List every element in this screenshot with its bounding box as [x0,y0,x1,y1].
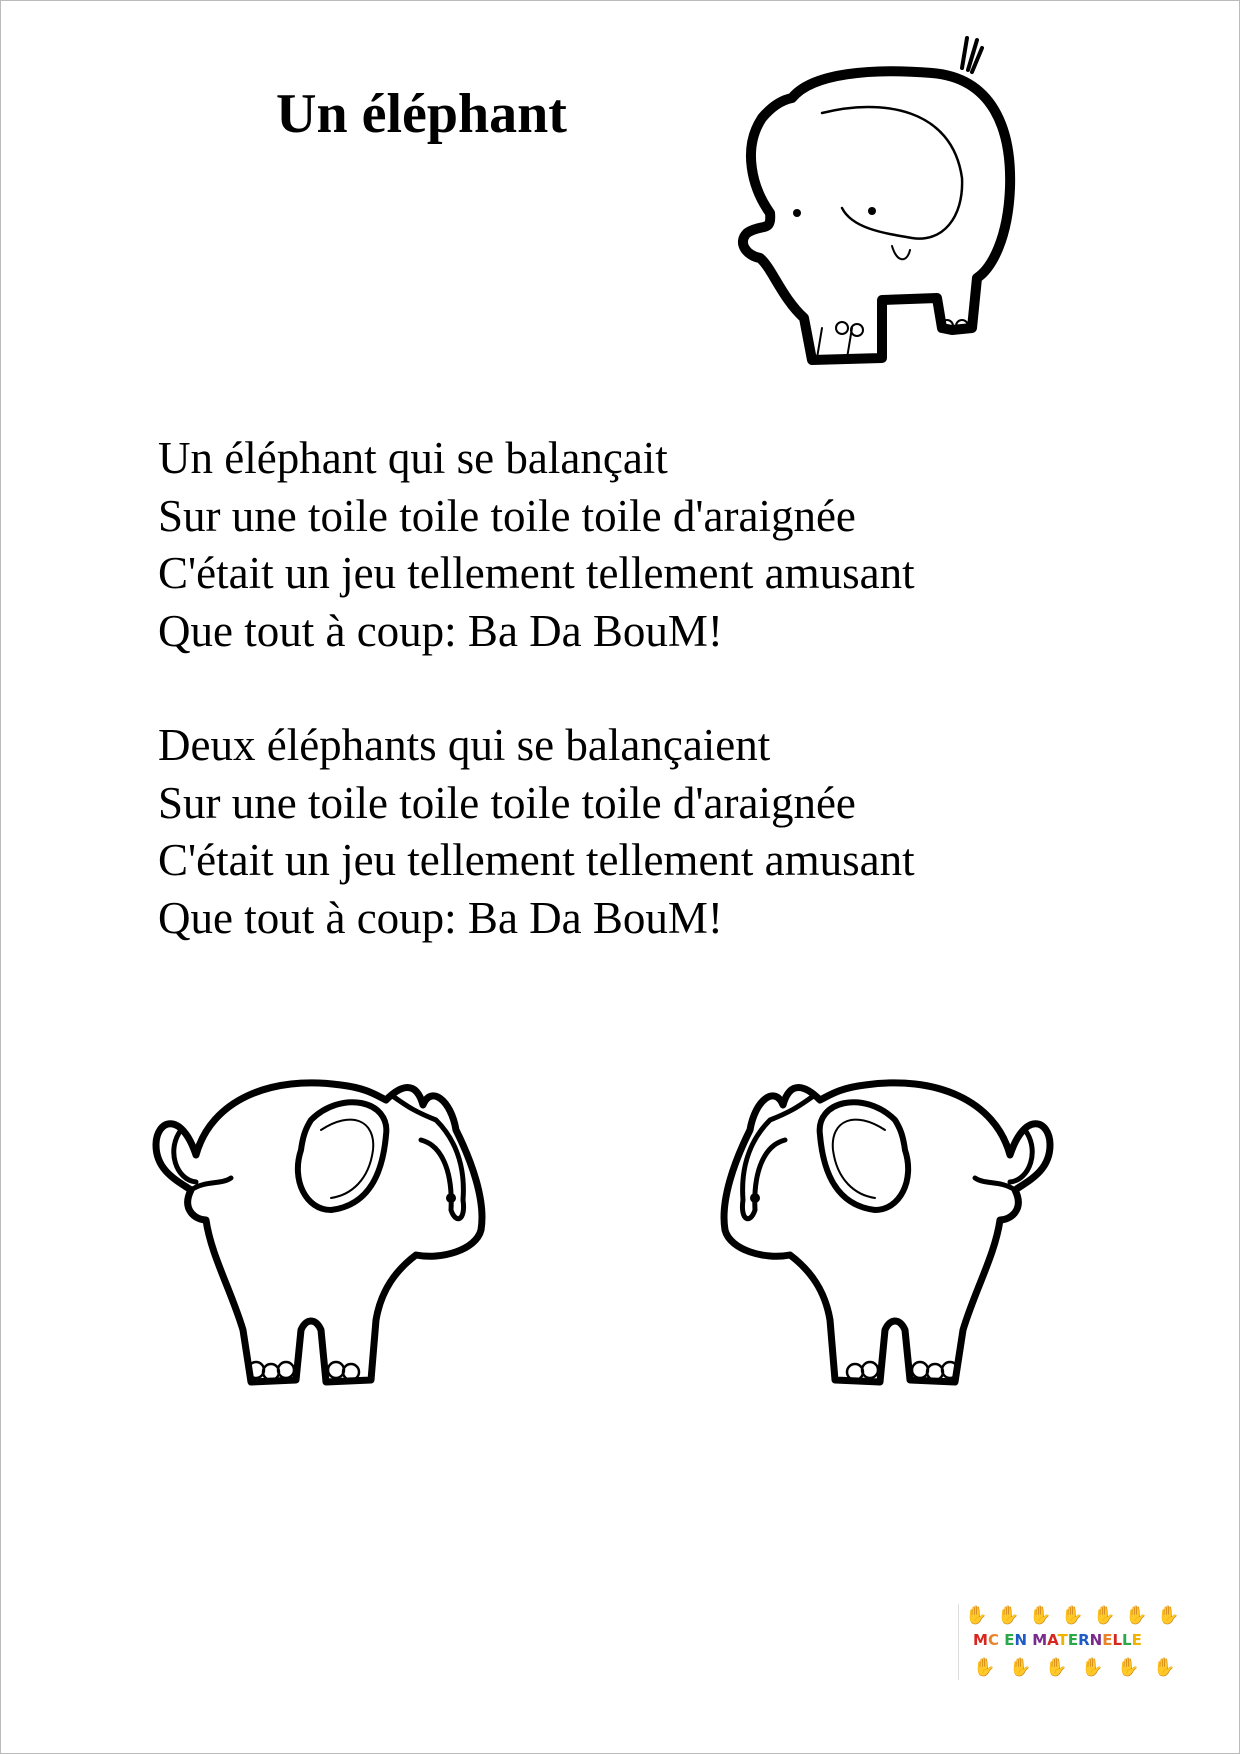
hand-print-icon: ✋ [1093,1605,1116,1625]
logo-letter: L [1112,1631,1123,1649]
logo-letter: N [1089,1631,1103,1649]
logo-letter: L [1122,1631,1132,1649]
hand-print-icon: ✋ [1029,1605,1052,1625]
verse-line: Un éléphant qui se balançait [158,433,668,483]
logo-letter: A [1047,1631,1058,1649]
verse-line: Deux éléphants qui se balançaient [158,720,771,770]
elephant-illustration-right [641,1060,1055,1396]
verse-line: Sur une toile toile toile toile d'araignée [158,490,856,541]
logo-letter: E [1131,1631,1142,1649]
logo-letter: E [1067,1631,1079,1649]
verse-line: Sur une toile toile toile toile d'araignée [158,777,856,828]
verse-1 [158,430,915,660]
hand-print-icon: ✋ [1117,1657,1140,1677]
verse-line: Que tout à coup: Ba Da BouM! [158,892,723,943]
hand-print-icon: ✋ [1081,1657,1104,1677]
logo-letter: N [1014,1631,1027,1649]
page-title: Un éléphant [276,83,567,145]
verse-line: C'était un jeu tellement tellement amusant [158,835,915,886]
logo-letter: M [973,1631,988,1649]
elephant-illustration-left [151,1060,565,1396]
elephant-illustration-top [732,28,1024,370]
logo-letter: E [1004,1631,1015,1649]
hand-print-icon: ✋ [973,1657,996,1677]
logo-letter: M [1032,1631,1048,1649]
hand-print-icon: ✋ [997,1605,1020,1625]
logo-text [973,1630,1142,1650]
logo-letter: E [1102,1631,1113,1649]
hand-print-icon: ✋ [1157,1605,1180,1625]
verse-2 [158,717,915,947]
mc-en-maternelle-logo [958,1604,1193,1680]
hand-print-icon: ✋ [1153,1657,1176,1677]
hand-print-icon: ✋ [1061,1605,1084,1625]
verse-line: Que tout à coup: Ba Da BouM! [158,605,723,656]
logo-letter: R [1078,1631,1090,1649]
hand-print-icon: ✋ [965,1605,988,1625]
verse-line: C'était un jeu tellement tellement amusant [158,548,915,599]
hand-print-icon: ✋ [1125,1605,1148,1625]
logo-letter: C [987,1631,999,1649]
hand-print-icon: ✋ [1045,1657,1068,1677]
hand-print-icon: ✋ [1009,1657,1032,1677]
logo-letter: T [1057,1631,1068,1649]
